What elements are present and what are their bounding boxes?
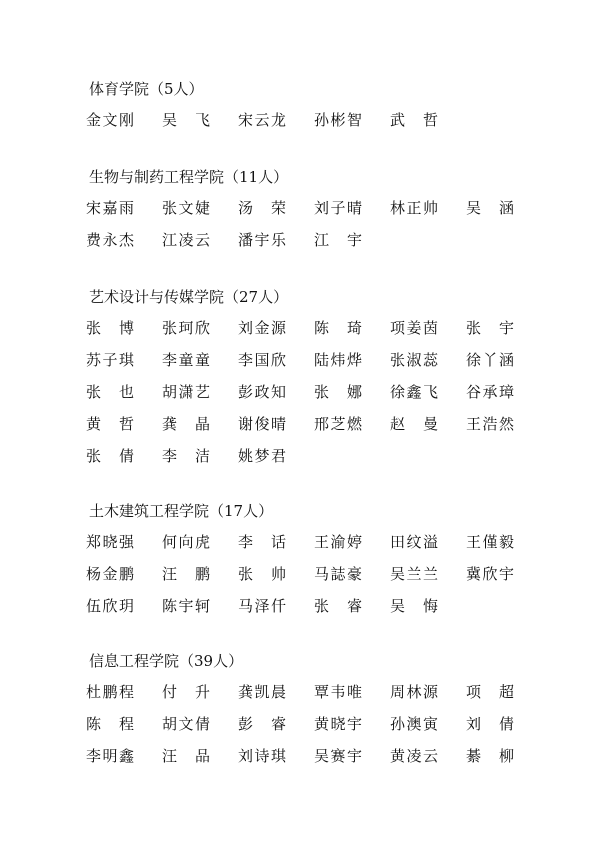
student-name: 王渝婷 [314,533,362,551]
student-name: 彭政知 [238,383,286,401]
student-name: 陆炜烨 [314,351,362,369]
section-bio-pharma-college [86,166,526,261]
student-name: 宋嘉雨 [86,199,134,217]
student-name: 马泽仟 [238,597,286,615]
student-name: 李明鑫 [86,747,134,765]
student-name: 吴 悔 [390,597,438,615]
student-name: 付 升 [162,683,210,701]
student-name: 张 帅 [238,565,286,583]
student-name: 项姜茵 [390,319,438,337]
student-name: 吴兰兰 [390,565,438,583]
student-name: 张 睿 [314,597,362,615]
student-name: 刘金源 [238,319,286,337]
student-name: 谢俊晴 [238,415,286,433]
student-name: 项 超 [466,683,514,701]
section-information-engineering-college [86,650,526,777]
section-title: 体育学院（5人） [89,80,204,98]
student-name: 吴赛宇 [314,747,362,765]
student-name: 吴 飞 [162,111,210,129]
section-title: 土木建筑工程学院（17人） [89,502,274,520]
student-name: 张 宇 [466,319,514,337]
student-name: 张 倩 [86,447,134,465]
student-name: 汪 品 [162,747,210,765]
student-name: 吴 涵 [466,199,514,217]
student-name: 冀欣宇 [466,565,514,583]
student-name: 田纹溢 [390,533,438,551]
student-name: 龚凯晨 [238,683,286,701]
student-name: 刘诗琪 [238,747,286,765]
name-list [86,681,526,777]
student-name: 胡文倩 [162,715,210,733]
student-name: 汤 荣 [238,199,286,217]
student-name: 刘子晴 [314,199,362,217]
student-name: 彭 睿 [238,715,286,733]
student-name: 金文刚 [86,111,134,129]
student-name: 龚 晶 [162,415,210,433]
student-name: 王僅毅 [466,533,514,551]
student-name: 綦 柳 [466,747,514,765]
student-name: 邢芝燃 [314,415,362,433]
student-name: 江凌云 [162,231,210,249]
student-name: 李 话 [238,533,286,551]
section-title: 信息工程学院（39人） [89,652,244,670]
student-name: 覃韦唯 [314,683,362,701]
student-name: 杨金鹏 [86,565,134,583]
student-name: 陈宇轲 [162,597,210,615]
student-name: 武 哲 [390,111,438,129]
student-name: 胡潇艺 [162,383,210,401]
section-sports-college [86,78,526,141]
student-name: 黄晓宇 [314,715,362,733]
student-name: 黄 哲 [86,415,134,433]
student-name: 孙澳寅 [390,715,438,733]
student-name: 姚梦君 [238,447,286,465]
section-title: 艺术设计与传媒学院（27人） [89,288,289,306]
student-name: 潘宇乐 [238,231,286,249]
student-name: 张 博 [86,319,134,337]
student-name: 苏子琪 [86,351,134,369]
section-civil-engineering-college [86,500,526,627]
student-name: 刘 倩 [466,715,514,733]
student-name: 周林源 [390,683,438,701]
student-name: 李童童 [162,351,210,369]
student-name: 徐丫涵 [466,351,514,369]
student-name: 徐鑫飞 [390,383,438,401]
student-name: 谷承璋 [466,383,514,401]
student-name: 王浩然 [466,415,514,433]
student-name: 汪 鹏 [162,565,210,583]
student-name: 孙彬智 [314,111,362,129]
student-name: 赵 曼 [390,415,438,433]
student-name: 郑晓强 [86,533,134,551]
student-name: 黄凌云 [390,747,438,765]
name-list [86,109,526,141]
student-name: 何向虎 [162,533,210,551]
student-name: 张 娜 [314,383,362,401]
student-name: 张 也 [86,383,134,401]
student-name: 林正帅 [390,199,438,217]
name-list [86,531,526,627]
name-list [86,197,526,261]
student-name: 张淑蕊 [390,351,438,369]
student-name: 杜鹏程 [86,683,134,701]
student-name: 张文婕 [162,199,210,217]
student-name: 费永杰 [86,231,134,249]
student-name: 张珂欣 [162,319,210,337]
student-name: 宋云龙 [238,111,286,129]
student-name: 陈 程 [86,715,134,733]
student-name: 李国欣 [238,351,286,369]
student-name: 江 宇 [314,231,362,249]
student-name: 陈 琦 [314,319,362,337]
section-title: 生物与制药工程学院（11人） [89,168,289,186]
student-name: 马誌豪 [314,565,362,583]
student-name: 伍欣玥 [86,597,134,615]
student-name: 李 洁 [162,447,210,465]
section-art-media-college [86,286,526,477]
name-list [86,317,526,477]
